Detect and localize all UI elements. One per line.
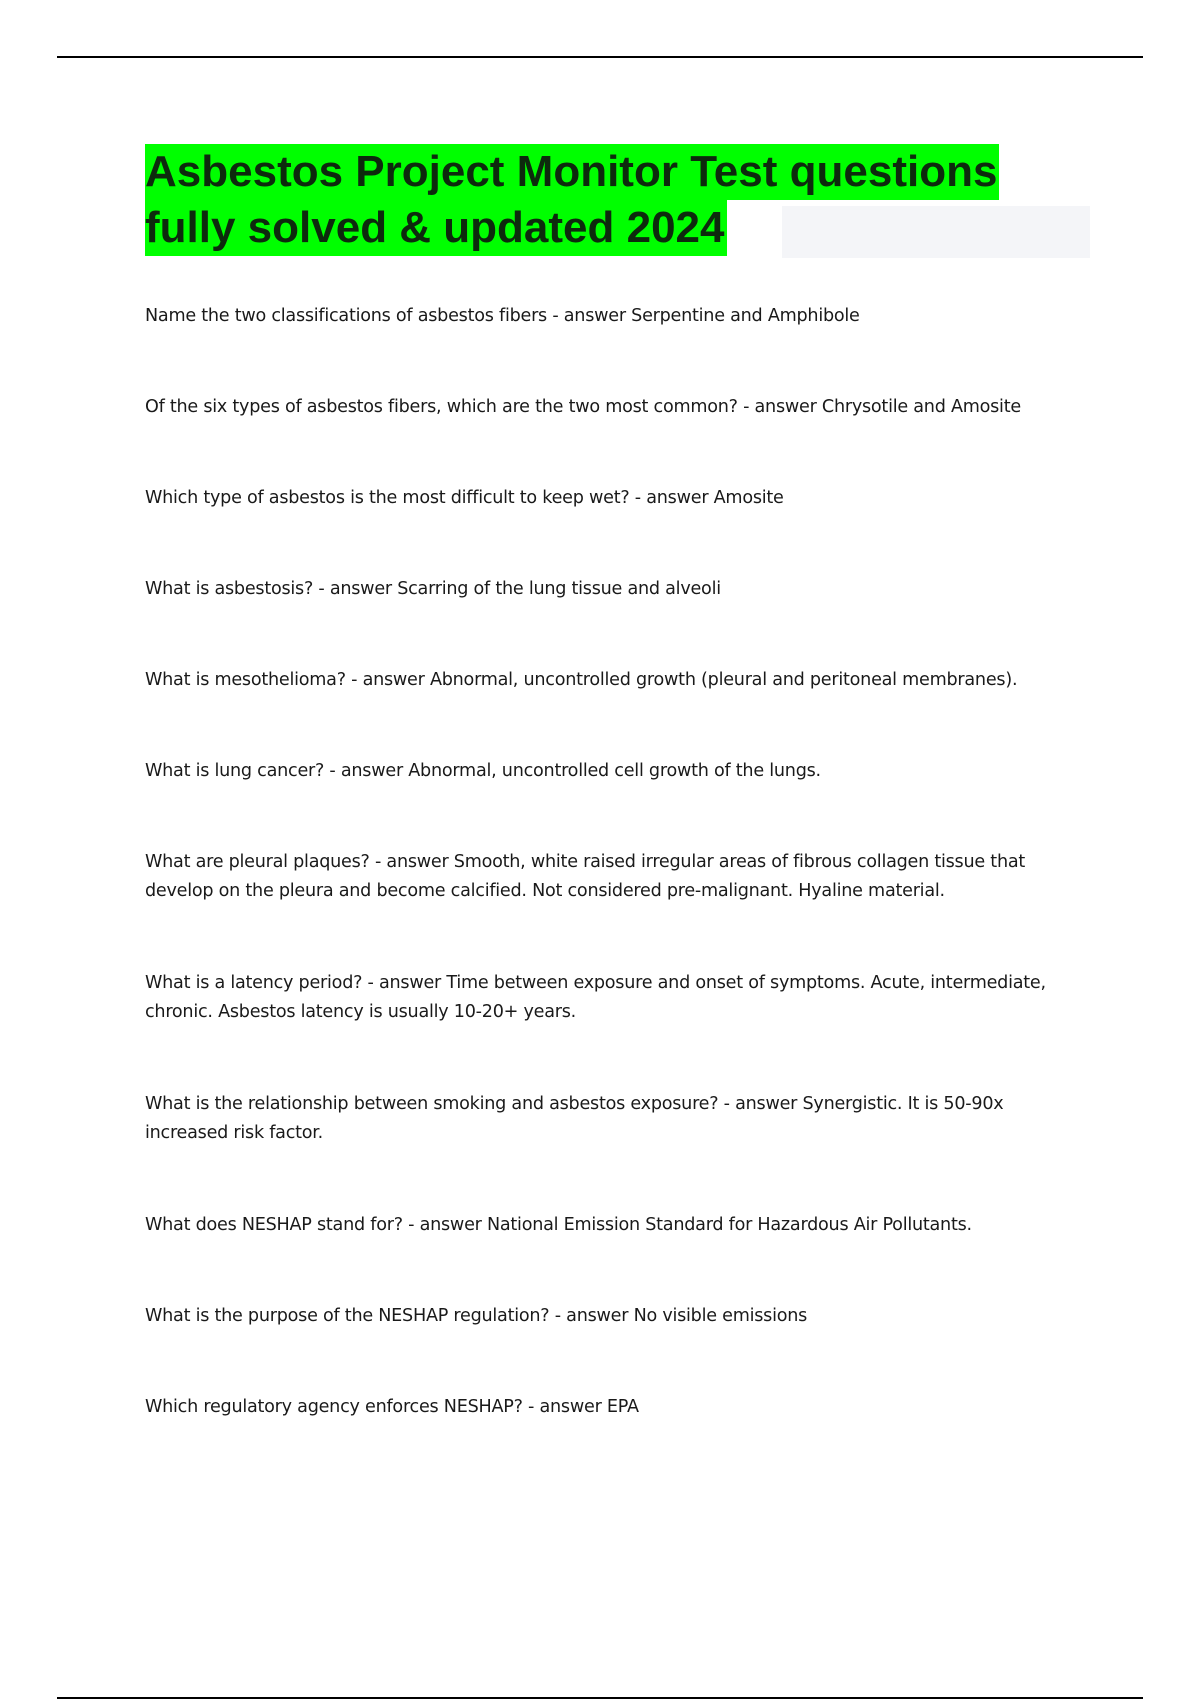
title-line-1: Asbestos Project Monitor Test questions [145,144,999,200]
question-text: What is a latency period? [145,973,363,993]
qa-item [145,969,1085,1027]
answer-separator: - answer [629,488,714,508]
qa-item [145,1211,1085,1240]
answer-text: National Emission Standard for Hazardous Air Pollutants. [486,1215,972,1235]
qa-item [145,666,1085,695]
answer-separator: - answer [362,973,447,993]
answer-text: No visible emissions [633,1306,808,1326]
bottom-rule [57,1697,1143,1699]
question-text: Name the two classifications of asbestos fibers [145,306,547,326]
top-rule [57,56,1143,58]
question-text: Which regulatory agency enforces NESHAP? [145,1397,523,1417]
answer-separator: - answer [313,579,398,599]
answer-separator: - answer [369,852,454,872]
qa-item [145,484,1085,513]
question-text: Which type of asbestos is the most difficult to keep wet? [145,488,630,508]
qa-item [145,848,1085,906]
question-text: What is the purpose of the NESHAP regulation? [145,1306,550,1326]
question-text: What are pleural plaques? [145,852,370,872]
qa-item [145,1393,1085,1422]
document-title [145,144,1090,256]
qa-item [145,1302,1085,1331]
answer-text: Synergistic. It is 50-90x increased risk factor. [145,1094,1004,1143]
answer-separator: - answer [324,761,409,781]
qa-item [145,393,1085,422]
question-text: What is mesothelioma? [145,670,346,690]
qa-item [145,757,1085,786]
answer-text: Smooth, white raised irregular areas of fibrous collagen tissue that develop on the pleura and become calcified. Not considered pre-malignant. Hyaline material. [145,852,1026,901]
answer-text: Time between exposure and onset of symptoms. Acute, intermediate, chronic. Asbestos latency is usually 10-20+ years. [145,973,1046,1022]
answer-text: Scarring of the lung tissue and alveoli [397,579,721,599]
question-text: Of the six types of asbestos fibers, which are the two most common? [145,397,738,417]
answer-text: Abnormal, uncontrolled growth (pleural and peritoneal membranes). [429,670,1018,690]
answer-separator: - answer [345,670,430,690]
answer-separator: - answer [522,1397,607,1417]
answer-separator: - answer [402,1215,487,1235]
answer-text: Amosite [713,488,784,508]
answer-separator: - answer [549,1306,634,1326]
title-line-2: fully solved & updated 2024 [145,200,727,256]
question-text: What is asbestosis? [145,579,314,599]
qa-item [145,1090,1085,1148]
question-text: What is the relationship between smoking and asbestos exposure? [145,1094,719,1114]
answer-separator: - answer [737,397,822,417]
question-text: What is lung cancer? [145,761,325,781]
answer-text: Abnormal, uncontrolled cell growth of the lungs. [408,761,821,781]
qa-item [145,575,1085,604]
answer-text: EPA [606,1397,639,1417]
qa-item [145,302,1085,331]
answer-separator: - answer [718,1094,803,1114]
answer-separator: - answer [546,306,632,326]
answer-text: Serpentine and Amphibole [631,306,860,326]
question-text: What does NESHAP stand for? [145,1215,403,1235]
answer-text: Chrysotile and Amosite [821,397,1021,417]
